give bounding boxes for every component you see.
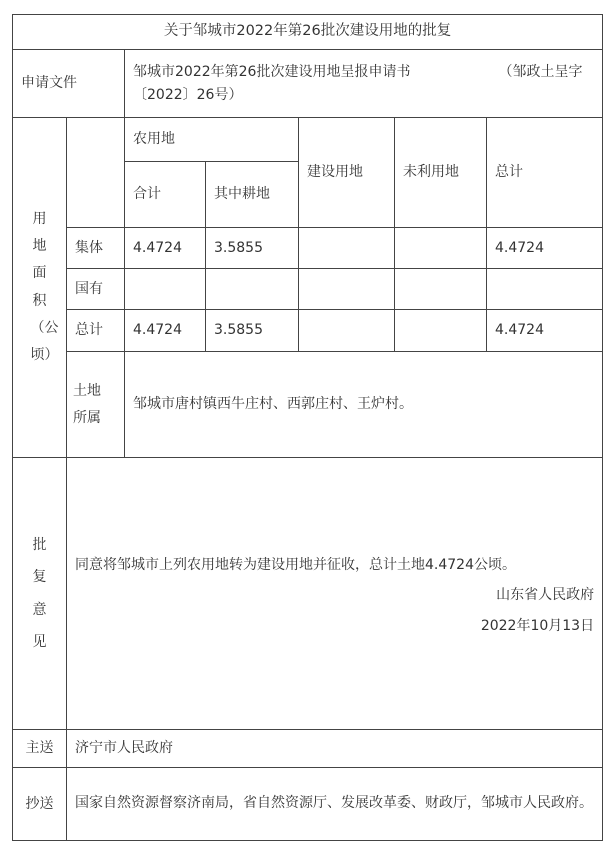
cell-subtotal: 4.4724 <box>125 310 206 352</box>
cell-total: 4.4724 <box>487 310 603 352</box>
opinion-label: 批复意见 <box>13 458 67 730</box>
opinion-body <box>67 458 603 730</box>
application-reference: （邹政土呈字〔2022〕26号） <box>133 64 583 103</box>
cell-construction <box>299 228 395 269</box>
cell-unused <box>395 310 487 352</box>
header-unused: 未利用地 <box>395 118 487 228</box>
cell-unused <box>395 269 487 310</box>
header-subtotal: 合计 <box>125 162 206 228</box>
location-value: 邹城市唐村镇西牛庄村、西郭庄村、王炉村。 <box>125 352 603 458</box>
land-area-corner <box>67 118 125 228</box>
approval-document-table <box>12 14 603 841</box>
cell-cultivated: 3.5855 <box>206 310 299 352</box>
cc-label: 抄送 <box>13 768 67 841</box>
row-label: 总计 <box>67 310 125 352</box>
table-row <box>13 310 603 352</box>
main-recipient-value: 济宁市人民政府 <box>67 730 603 768</box>
cell-total: 4.4724 <box>487 228 603 269</box>
table-row <box>13 228 603 269</box>
land-area-label: 用地面积（公顷） <box>13 118 67 458</box>
header-cultivated: 其中耕地 <box>206 162 299 228</box>
cell-unused <box>395 228 487 269</box>
cell-construction <box>299 310 395 352</box>
application-title: 邹城市2022年第26批次建设用地呈报申请书 <box>133 64 411 81</box>
header-total: 总计 <box>487 118 603 228</box>
row-label: 国有 <box>67 269 125 310</box>
application-value <box>125 50 603 118</box>
cell-subtotal: 4.4724 <box>125 228 206 269</box>
document-title: 关于邹城市2022年第26批次建设用地的批复 <box>13 15 603 50</box>
cc-value: 国家自然资源督察济南局，省自然资源厅、发展改革委、财政厅，邹城市人民政府。 <box>67 768 603 841</box>
opinion-issuer: 山东省人民政府 <box>496 587 595 604</box>
opinion-text: 同意将邹城市上列农用地转为建设用地并征收，总计土地4.4724公顷。 <box>75 556 516 573</box>
cell-total <box>487 269 603 310</box>
cell-construction <box>299 269 395 310</box>
application-label: 申请文件 <box>13 50 125 118</box>
cell-subtotal <box>125 269 206 310</box>
main-recipient-label: 主送 <box>13 730 67 768</box>
cell-cultivated <box>206 269 299 310</box>
header-construction: 建设用地 <box>299 118 395 228</box>
cell-cultivated: 3.5855 <box>206 228 299 269</box>
opinion-date: 2022年10月13日 <box>480 617 595 634</box>
table-row <box>13 269 603 310</box>
row-label: 集体 <box>67 228 125 269</box>
location-label: 土地所属 <box>67 352 125 458</box>
header-agri: 农用地 <box>125 118 299 162</box>
